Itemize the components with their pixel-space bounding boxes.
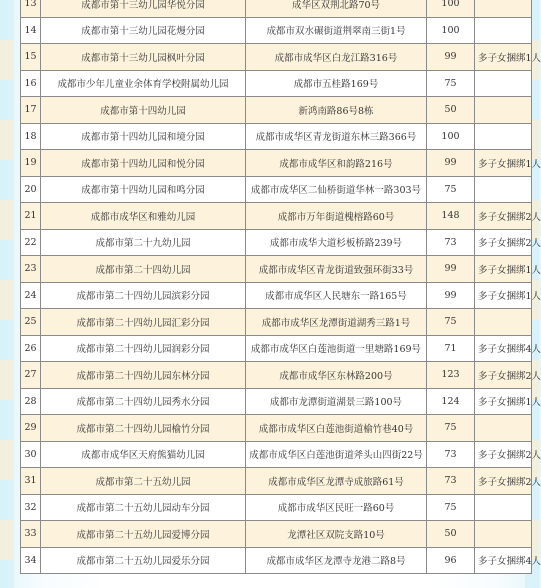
cell-kindergarten-name: 成都市第十三幼儿园华悦分园: [41, 0, 246, 17]
cell-note: [475, 17, 532, 44]
table-row: [21, 17, 532, 44]
cell-kindergarten-name: 成都市第二十五幼儿园爱博分园: [41, 521, 246, 548]
cell-kindergarten-name: 成都市第十四幼儿园: [41, 97, 246, 124]
table-row: [21, 123, 532, 150]
cell-number: 16: [21, 70, 41, 97]
cell-number: 15: [21, 44, 41, 71]
cell-address: 成都市成华区龙潭街道湖秀三路1号: [246, 309, 427, 336]
table-row: [21, 229, 532, 256]
cell-kindergarten-name: 成都市第二十四幼儿园东林分园: [41, 362, 246, 389]
cell-kindergarten-name: 成都市第十三幼儿园枫叶分园: [41, 44, 246, 71]
table-row: [21, 176, 532, 203]
cell-address: 成都市成华大道杉板桥路239号: [246, 229, 427, 256]
cell-note: [475, 70, 532, 97]
cell-note: [475, 97, 532, 124]
cell-address: 成都市成华区二仙桥街道华林一路303号: [246, 176, 427, 203]
table-row: [21, 150, 532, 177]
cell-capacity: 99: [427, 150, 475, 177]
cell-address: 成都市成华区人民塘东一路165号: [246, 282, 427, 309]
cell-note: 多子女捆绑2人: [475, 468, 532, 495]
cell-address: 成都市成华区民旺一路60号: [246, 494, 427, 521]
cell-number: 21: [21, 203, 41, 230]
cell-capacity: 73: [427, 229, 475, 256]
cell-number: 13: [21, 0, 41, 17]
cell-capacity: 73: [427, 468, 475, 495]
cell-address: 成都市成华区东林路200号: [246, 362, 427, 389]
cell-number: 25: [21, 309, 41, 336]
cell-address: 成华区双荆北路70号: [246, 0, 427, 17]
cell-capacity: 100: [427, 0, 475, 17]
cell-kindergarten-name: 成都市第十四幼儿园和境分园: [41, 123, 246, 150]
cell-capacity: 148: [427, 203, 475, 230]
cell-capacity: 99: [427, 282, 475, 309]
cell-kindergarten-name: 成都市第二十四幼儿园滨彩分园: [41, 282, 246, 309]
cell-note: [475, 0, 532, 17]
cell-address: 成都市成华区白莲池街道榆竹巷40号: [246, 415, 427, 442]
cell-capacity: 99: [427, 44, 475, 71]
cell-capacity: 96: [427, 547, 475, 574]
table-row: [21, 494, 532, 521]
cell-capacity: 71: [427, 335, 475, 362]
table-row: [21, 547, 532, 574]
table-row: [21, 0, 532, 17]
kindergarten-enrollment-table: [20, 0, 541, 574]
cell-kindergarten-name: 成都市少年儿童业余体育学校附属幼儿园: [41, 70, 246, 97]
table-row: [21, 282, 532, 309]
cell-note: [475, 309, 532, 336]
table-row: [21, 335, 532, 362]
cell-capacity: 75: [427, 494, 475, 521]
table-body: [21, 0, 541, 574]
cell-note: 多子女捆绑4人: [475, 547, 532, 574]
cell-number: 26: [21, 335, 41, 362]
cell-note: [475, 494, 532, 521]
cell-number: 29: [21, 415, 41, 442]
cell-kindergarten-name: 成都市第十四幼儿园和鸣分园: [41, 176, 246, 203]
cell-number: 33: [21, 521, 41, 548]
cell-kindergarten-name: 成都市第十三幼儿园花熳分园: [41, 17, 246, 44]
cell-capacity: 75: [427, 415, 475, 442]
cell-number: 23: [21, 256, 41, 283]
cell-kindergarten-name: 成都市成华区天府熊猫幼儿园: [41, 441, 246, 468]
cell-number: 30: [21, 441, 41, 468]
cell-note: [475, 176, 532, 203]
table-row: [21, 203, 532, 230]
cell-capacity: 75: [427, 70, 475, 97]
table-row: [21, 97, 532, 124]
cell-capacity: 100: [427, 123, 475, 150]
cell-address: 成都市双水碾街道荆翠南三街1号: [246, 17, 427, 44]
cell-kindergarten-name: 成都市第二十五幼儿园: [41, 468, 246, 495]
cell-note: 多子女捆绑1人: [475, 388, 532, 415]
cell-note: 多子女捆绑4人: [475, 335, 532, 362]
table-row: [21, 70, 532, 97]
cell-address: 成都市成华区青龙街道东林三路366号: [246, 123, 427, 150]
cell-note: 多子女捆绑2人: [475, 229, 532, 256]
table-row: [21, 256, 532, 283]
cell-kindergarten-name: 成都市第二十五幼儿园爱乐分园: [41, 547, 246, 574]
cell-note: 多子女捆绑1人: [475, 44, 532, 71]
cell-address: 新鸿南路86号8栋: [246, 97, 427, 124]
cell-note: [475, 521, 532, 548]
cell-note: [475, 123, 532, 150]
cell-number: 19: [21, 150, 41, 177]
cell-kindergarten-name: 成都市第二十四幼儿园榆竹分园: [41, 415, 246, 442]
table-row: [21, 441, 532, 468]
table-row: [21, 309, 532, 336]
kindergarten-table-container: [20, 0, 541, 574]
cell-address: 成都市万年街道槐榕路60号: [246, 203, 427, 230]
cell-capacity: 75: [427, 176, 475, 203]
cell-kindergarten-name: 成都市第二十五幼儿园动车分园: [41, 494, 246, 521]
cell-note: 多子女捆绑2人: [475, 362, 532, 389]
cell-kindergarten-name: 成都市第二十九幼儿园: [41, 229, 246, 256]
cell-address: 成都市成华区青龙街道致强环街33号: [246, 256, 427, 283]
cell-note: 多子女捆绑1人: [475, 150, 532, 177]
cell-number: 22: [21, 229, 41, 256]
cell-number: 20: [21, 176, 41, 203]
cell-capacity: 99: [427, 256, 475, 283]
table-row: [21, 521, 532, 548]
table-row: [21, 388, 532, 415]
cell-kindergarten-name: 成都市第十四幼儿园和悦分园: [41, 150, 246, 177]
table-row: [21, 362, 532, 389]
cell-kindergarten-name: 成都市第二十四幼儿园: [41, 256, 246, 283]
cell-address: 成都市成华区白莲池街道一里塘路169号: [246, 335, 427, 362]
cell-number: 14: [21, 17, 41, 44]
cell-kindergarten-name: 成都市第二十四幼儿园润彩分园: [41, 335, 246, 362]
cell-number: 27: [21, 362, 41, 389]
cell-number: 24: [21, 282, 41, 309]
cell-kindergarten-name: 成都市第二十四幼儿园汇彩分园: [41, 309, 246, 336]
cell-capacity: 73: [427, 441, 475, 468]
decorative-border-left: [0, 0, 14, 588]
table-row: [21, 468, 532, 495]
cell-note: [475, 415, 532, 442]
cell-capacity: 75: [427, 309, 475, 336]
cell-number: 32: [21, 494, 41, 521]
cell-address: 成都市五桂路169号: [246, 70, 427, 97]
cell-address: 龙潭社区双院支路10号: [246, 521, 427, 548]
cell-address: 成都市成华区白莲池街道斧头山四街22号: [246, 441, 427, 468]
cell-capacity: 100: [427, 17, 475, 44]
cell-note: 多子女捆绑1人: [475, 282, 532, 309]
cell-number: 28: [21, 388, 41, 415]
cell-capacity: 50: [427, 97, 475, 124]
cell-address: 成都市成华区龙潭寺龙港二路8号: [246, 547, 427, 574]
table-row: [21, 44, 532, 71]
cell-address: 成都市成华区和韵路216号: [246, 150, 427, 177]
cell-capacity: 123: [427, 362, 475, 389]
cell-capacity: 124: [427, 388, 475, 415]
cell-note: 多子女捆绑2人: [475, 203, 532, 230]
cell-capacity: 50: [427, 521, 475, 548]
cell-number: 17: [21, 97, 41, 124]
cell-number: 18: [21, 123, 41, 150]
cell-number: 34: [21, 547, 41, 574]
cell-number: 31: [21, 468, 41, 495]
cell-note: 多子女捆绑1人: [475, 256, 532, 283]
cell-kindergarten-name: 成都市第二十四幼儿园秀水分园: [41, 388, 246, 415]
cell-address: 成都市成华区龙潭寺成旅路61号: [246, 468, 427, 495]
table-row: [21, 415, 532, 442]
cell-address: 成都市龙潭街道湖景三路100号: [246, 388, 427, 415]
cell-kindergarten-name: 成都市成华区和雅幼儿园: [41, 203, 246, 230]
cell-note: 多子女捆绑2人: [475, 441, 532, 468]
cell-address: 成都市成华区白龙江路316号: [246, 44, 427, 71]
